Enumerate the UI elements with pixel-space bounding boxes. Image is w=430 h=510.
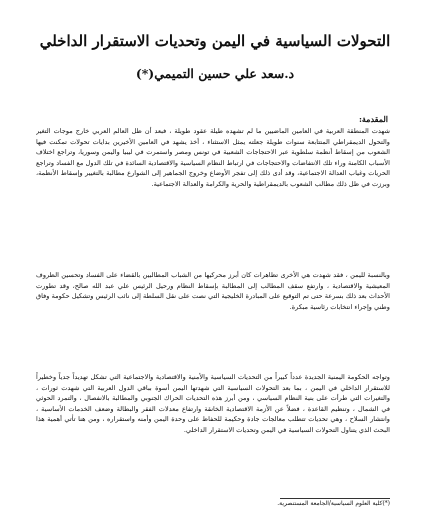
author-name: د.سعد علي حسين التميمي(*) (135, 66, 295, 81)
footnote-divider (280, 498, 390, 499)
intro-paragraph-1: شهدت المنطقة العربية في العامين الماضيين ما لم تشهده طيلة عقود طويلة ، فبعد أن ظل العالم العربي خارج موجات التغير والتحول الديمقراطي المتتابعة سنوات طويلة جعلته يمثل الاستثناء ، أخذ يشهد في العامين الأخيرين بدايات تحولات تمكنت فيها الشعوب من إسقاط أنظمة سلطوية عبر الاحتجاجات الشعبية في تونس ومصر واستمرت في ليبيا واليمن وسوريا، وتراجع اختلاف الأسباب الكامنة وراء تلك الانتفاضات والاحتجاجات في ارتباط النظام السياسية والاقتصادية السائدة في تلك الدول مع الفساد وتراجع الحريات وغياب العدالة الاجتماعية، وقد أدى ذلك إلى تفجر الأوضاع وخروج الجماهير إلى الشوارع مطالبة بالتغيير وإسقاط الأنظمة، وبرزت في ظل ذلك مطالب الشعوب بالديمقراطية والحرية والكرامة والعدالة الاجتماعية. (36, 127, 390, 188)
intro-paragraph-2: وبالنسبة لليمن ، فقد شهدت هي الأخرى تظاهرات كان أبرز محركيها من الشباب المطالبين بالقضاء على الفساد وتحسين الظروف المعيشية والاقتصادية ، وارتفع سقف المطالب إلى المطالبة بإسقاط النظام ورحيل الرئيس علي عبد الله صالح، وقد تطورت الأحداث بعد ذلك بسرعة حتى تم التوقيع على المبادرة الخليجية التي نصت على نقل السلطة إلى نائب الرئيس وتشكيل حكومة وفاق وطني وإجراء انتخابات رئاسية مبكرة. (36, 271, 390, 311)
intro-paragraph-3: وتواجه الحكومة اليمنية الجديدة عدداً كبيراً من التحديات السياسية والأمنية والاقتصادية والاجتماعية التي تشكل تهديداً جدياً وخطيراً للاستقرار الداخلي في اليمن ، بما بعد التحولات السياسية التي شهدتها اليمن أسوة بباقي الدول العربية التي شهدت ثورات ، والتغيرات التي طرأت على بنية النظام السياسي ، ومن أبرز هذه التحديات الحراك الجنوبي والمطالبة بالانفصال ، والتمرد الحوثي في الشمال ، وتنظيم القاعدة ، فضلاً عن الأزمة الاقتصادية الخانقة وارتفاع معدلات الفقر والبطالة وضعف الخدمات الأساسية ، وانتشار السلاح ، وهي تحديات تتطلب معالجات جادة وحكيمة للحفاظ على وحدة اليمن وأمنه واستقراره ، ومن هنا تأتي أهمية هذا البحث الذي يتناول التحولات السياسية في اليمن وتحديات الاستقرار الداخلي. (36, 373, 390, 434)
intro-heading: المقدمة: (358, 114, 388, 124)
footnote: (*)كلية العلوم السياسية/الجامعة المستنصرية. (277, 500, 390, 507)
document-title: التحولات السياسية في اليمن وتحديات الاستقرار الداخلي (39, 32, 391, 50)
